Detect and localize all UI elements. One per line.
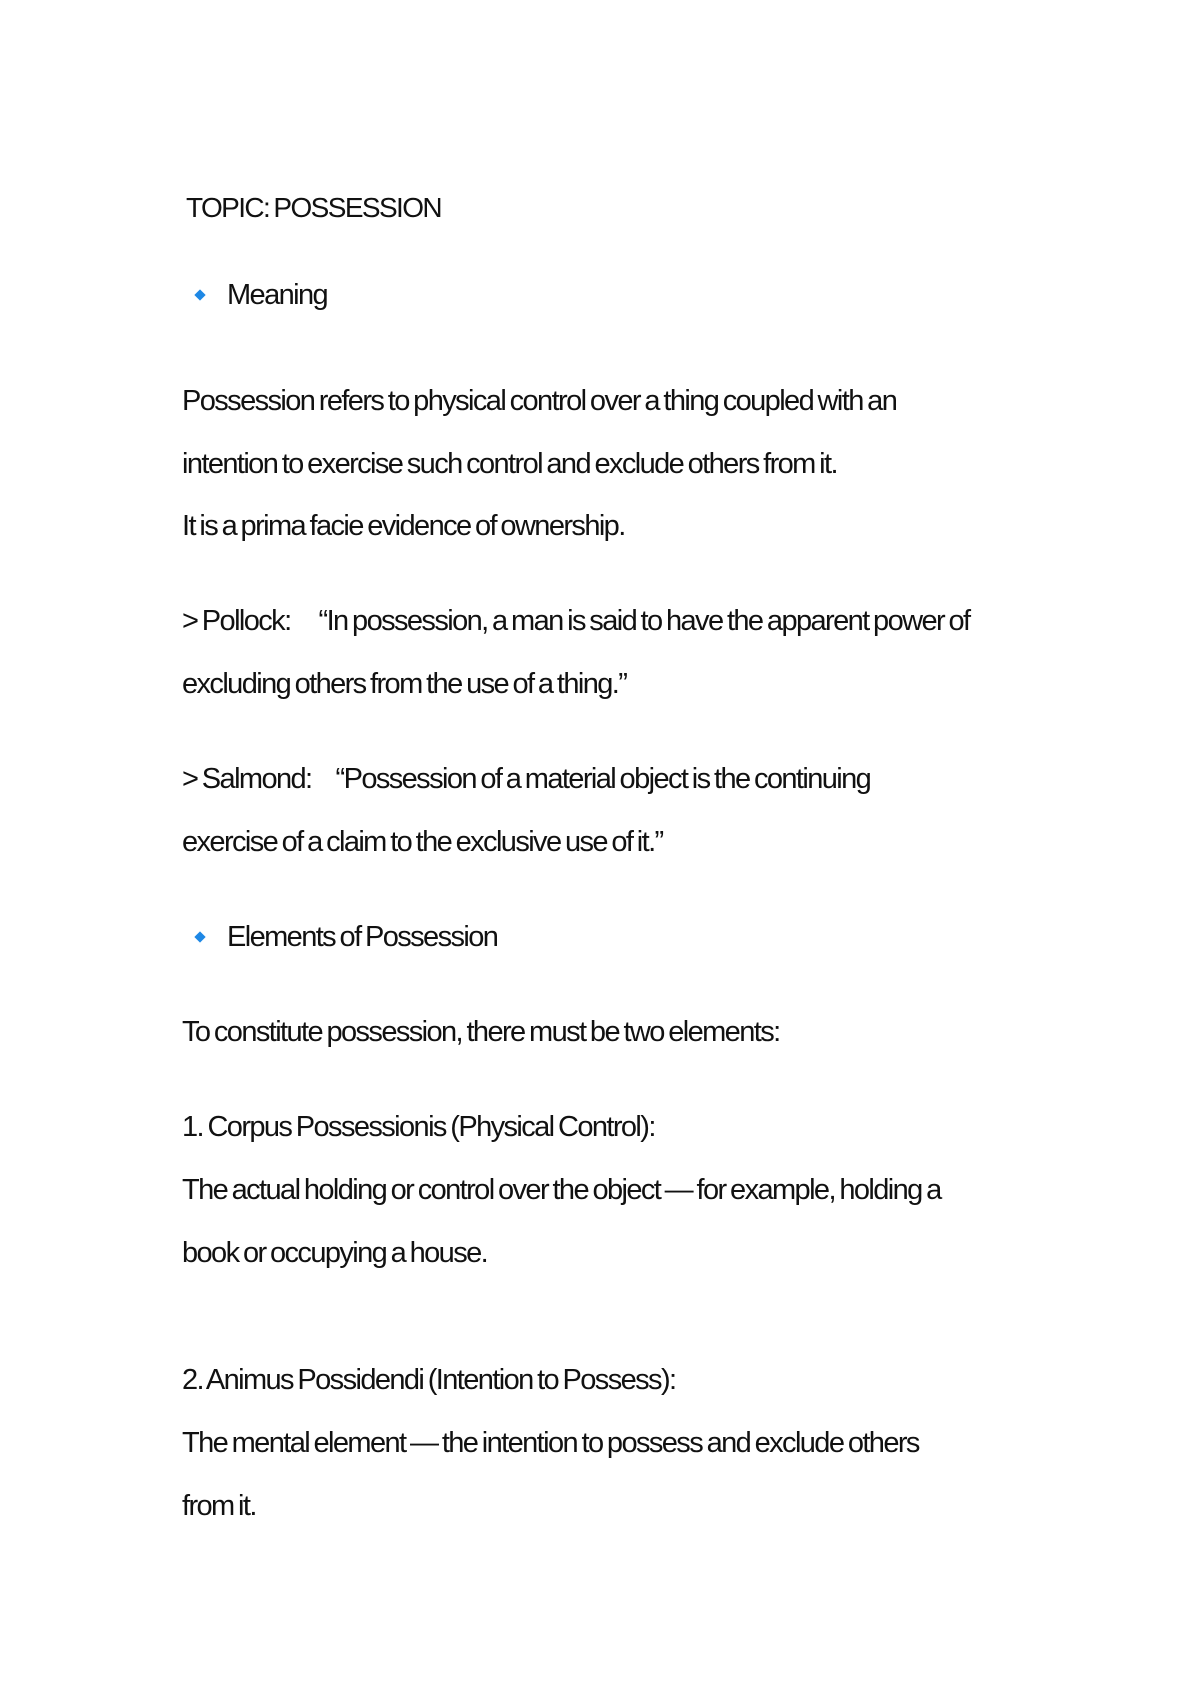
quote-text: exercise of a claim to the exclusive use of it.” bbox=[182, 826, 663, 858]
paragraph-line: from it. bbox=[182, 1490, 256, 1522]
section-heading-meaning bbox=[0, 277, 327, 313]
paragraph-line: It is a prima facie evidence of ownership. bbox=[182, 510, 625, 542]
page-title: TOPIC: POSSESSION bbox=[186, 192, 442, 223]
diamond-bullet-icon bbox=[194, 289, 205, 300]
list-item-title: 2. Animus Possidendi (Intention to Possess): bbox=[182, 1364, 676, 1396]
paragraph-line: The mental element — the intention to possess and exclude others bbox=[182, 1427, 919, 1459]
paragraph-line: The actual holding or control over the object — for example, holding a bbox=[182, 1174, 941, 1206]
paragraph-line: Possession refers to physical control over a thing coupled with an bbox=[182, 385, 897, 417]
section-heading-elements bbox=[0, 919, 497, 955]
paragraph-line: To constitute possession, there must be two elements: bbox=[182, 1016, 780, 1048]
quote-text: excluding others from the use of a thing.” bbox=[182, 668, 627, 700]
paragraph-line: intention to exercise such control and exclude others from it. bbox=[182, 448, 837, 480]
paragraph-line: book or occupying a house. bbox=[182, 1237, 488, 1269]
quote-text: “Possession of a material object is the continuing bbox=[335, 763, 871, 795]
quote-pollock bbox=[182, 603, 970, 639]
section-heading-label: Elements of Possession bbox=[227, 921, 498, 953]
list-item-title: 1. Corpus Possessionis (Physical Control): bbox=[182, 1111, 655, 1143]
quote-salmond bbox=[182, 761, 870, 797]
quote-author: > Salmond: bbox=[182, 763, 312, 795]
diamond-bullet-icon bbox=[194, 931, 205, 942]
quote-text: “In possession, a man is said to have the apparent power of bbox=[318, 605, 970, 637]
section-heading-label: Meaning bbox=[227, 279, 328, 311]
quote-author: > Pollock: bbox=[182, 605, 291, 637]
